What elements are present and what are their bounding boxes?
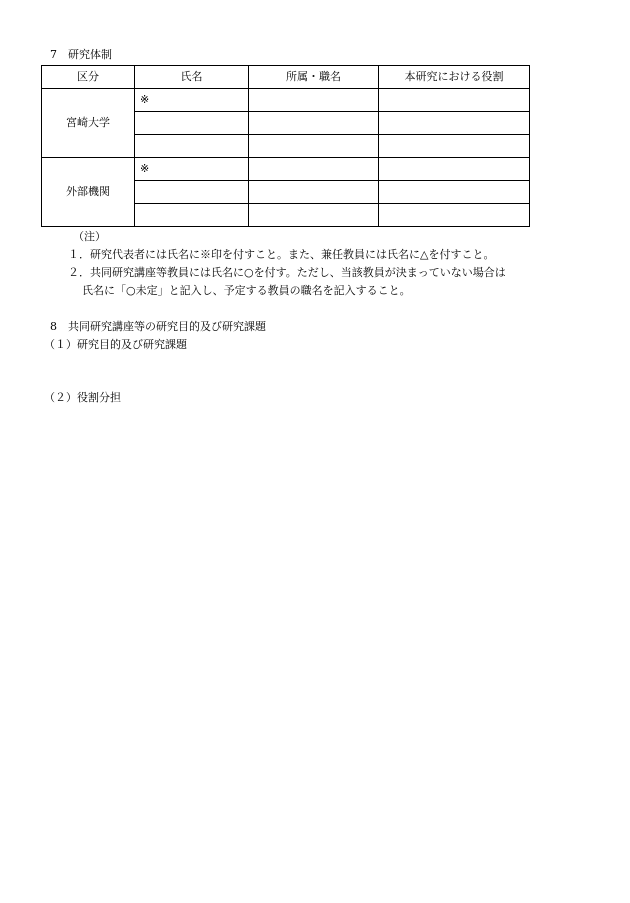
group-label-miyazaki-university: 宮崎大学 <box>42 89 135 158</box>
section-7-title: 7 研究体制 <box>50 48 112 61</box>
name-cell <box>135 181 249 204</box>
subsection-research-purpose: （１）研究目的及び研究課題 <box>44 338 187 351</box>
notes-heading: （注） <box>73 230 106 243</box>
table-header-row <box>42 66 530 89</box>
affiliation-cell <box>249 135 379 158</box>
name-cell <box>135 135 249 158</box>
table-row <box>42 158 530 181</box>
role-cell <box>379 135 530 158</box>
role-cell <box>379 112 530 135</box>
name-cell <box>135 204 249 227</box>
affiliation-cell <box>249 204 379 227</box>
header-role: 本研究における役割 <box>379 66 530 89</box>
affiliation-cell <box>249 89 379 112</box>
group-label-external-institution: 外部機関 <box>42 158 135 227</box>
research-structure-table <box>41 65 530 227</box>
note-item-2: ２．共同研究講座等教員には氏名に○を付す。ただし、当該教員が決まっていない場合は <box>68 266 506 279</box>
affiliation-cell <box>249 158 379 181</box>
section-8-title: 8 共同研究講座等の研究目的及び研究課題 <box>50 320 266 333</box>
role-cell <box>379 204 530 227</box>
role-cell <box>379 89 530 112</box>
name-cell-representative-mark: ※ <box>135 89 249 112</box>
subsection-role-division: （２）役割分担 <box>44 391 121 404</box>
header-affiliation-position: 所属・職名 <box>249 66 379 89</box>
note-item-1: １．研究代表者には氏名に※印を付すこと。また、兼任教員には氏名に△を付すこと。 <box>68 248 495 261</box>
header-category: 区分 <box>42 66 135 89</box>
table-row <box>42 89 530 112</box>
name-cell-representative-mark: ※ <box>135 158 249 181</box>
name-cell <box>135 112 249 135</box>
note-item-2-continued: 氏名に「○未定」と記入し、予定する教員の職名を記入すること。 <box>82 284 411 297</box>
role-cell <box>379 181 530 204</box>
affiliation-cell <box>249 112 379 135</box>
header-name: 氏名 <box>135 66 249 89</box>
role-cell <box>379 158 530 181</box>
affiliation-cell <box>249 181 379 204</box>
